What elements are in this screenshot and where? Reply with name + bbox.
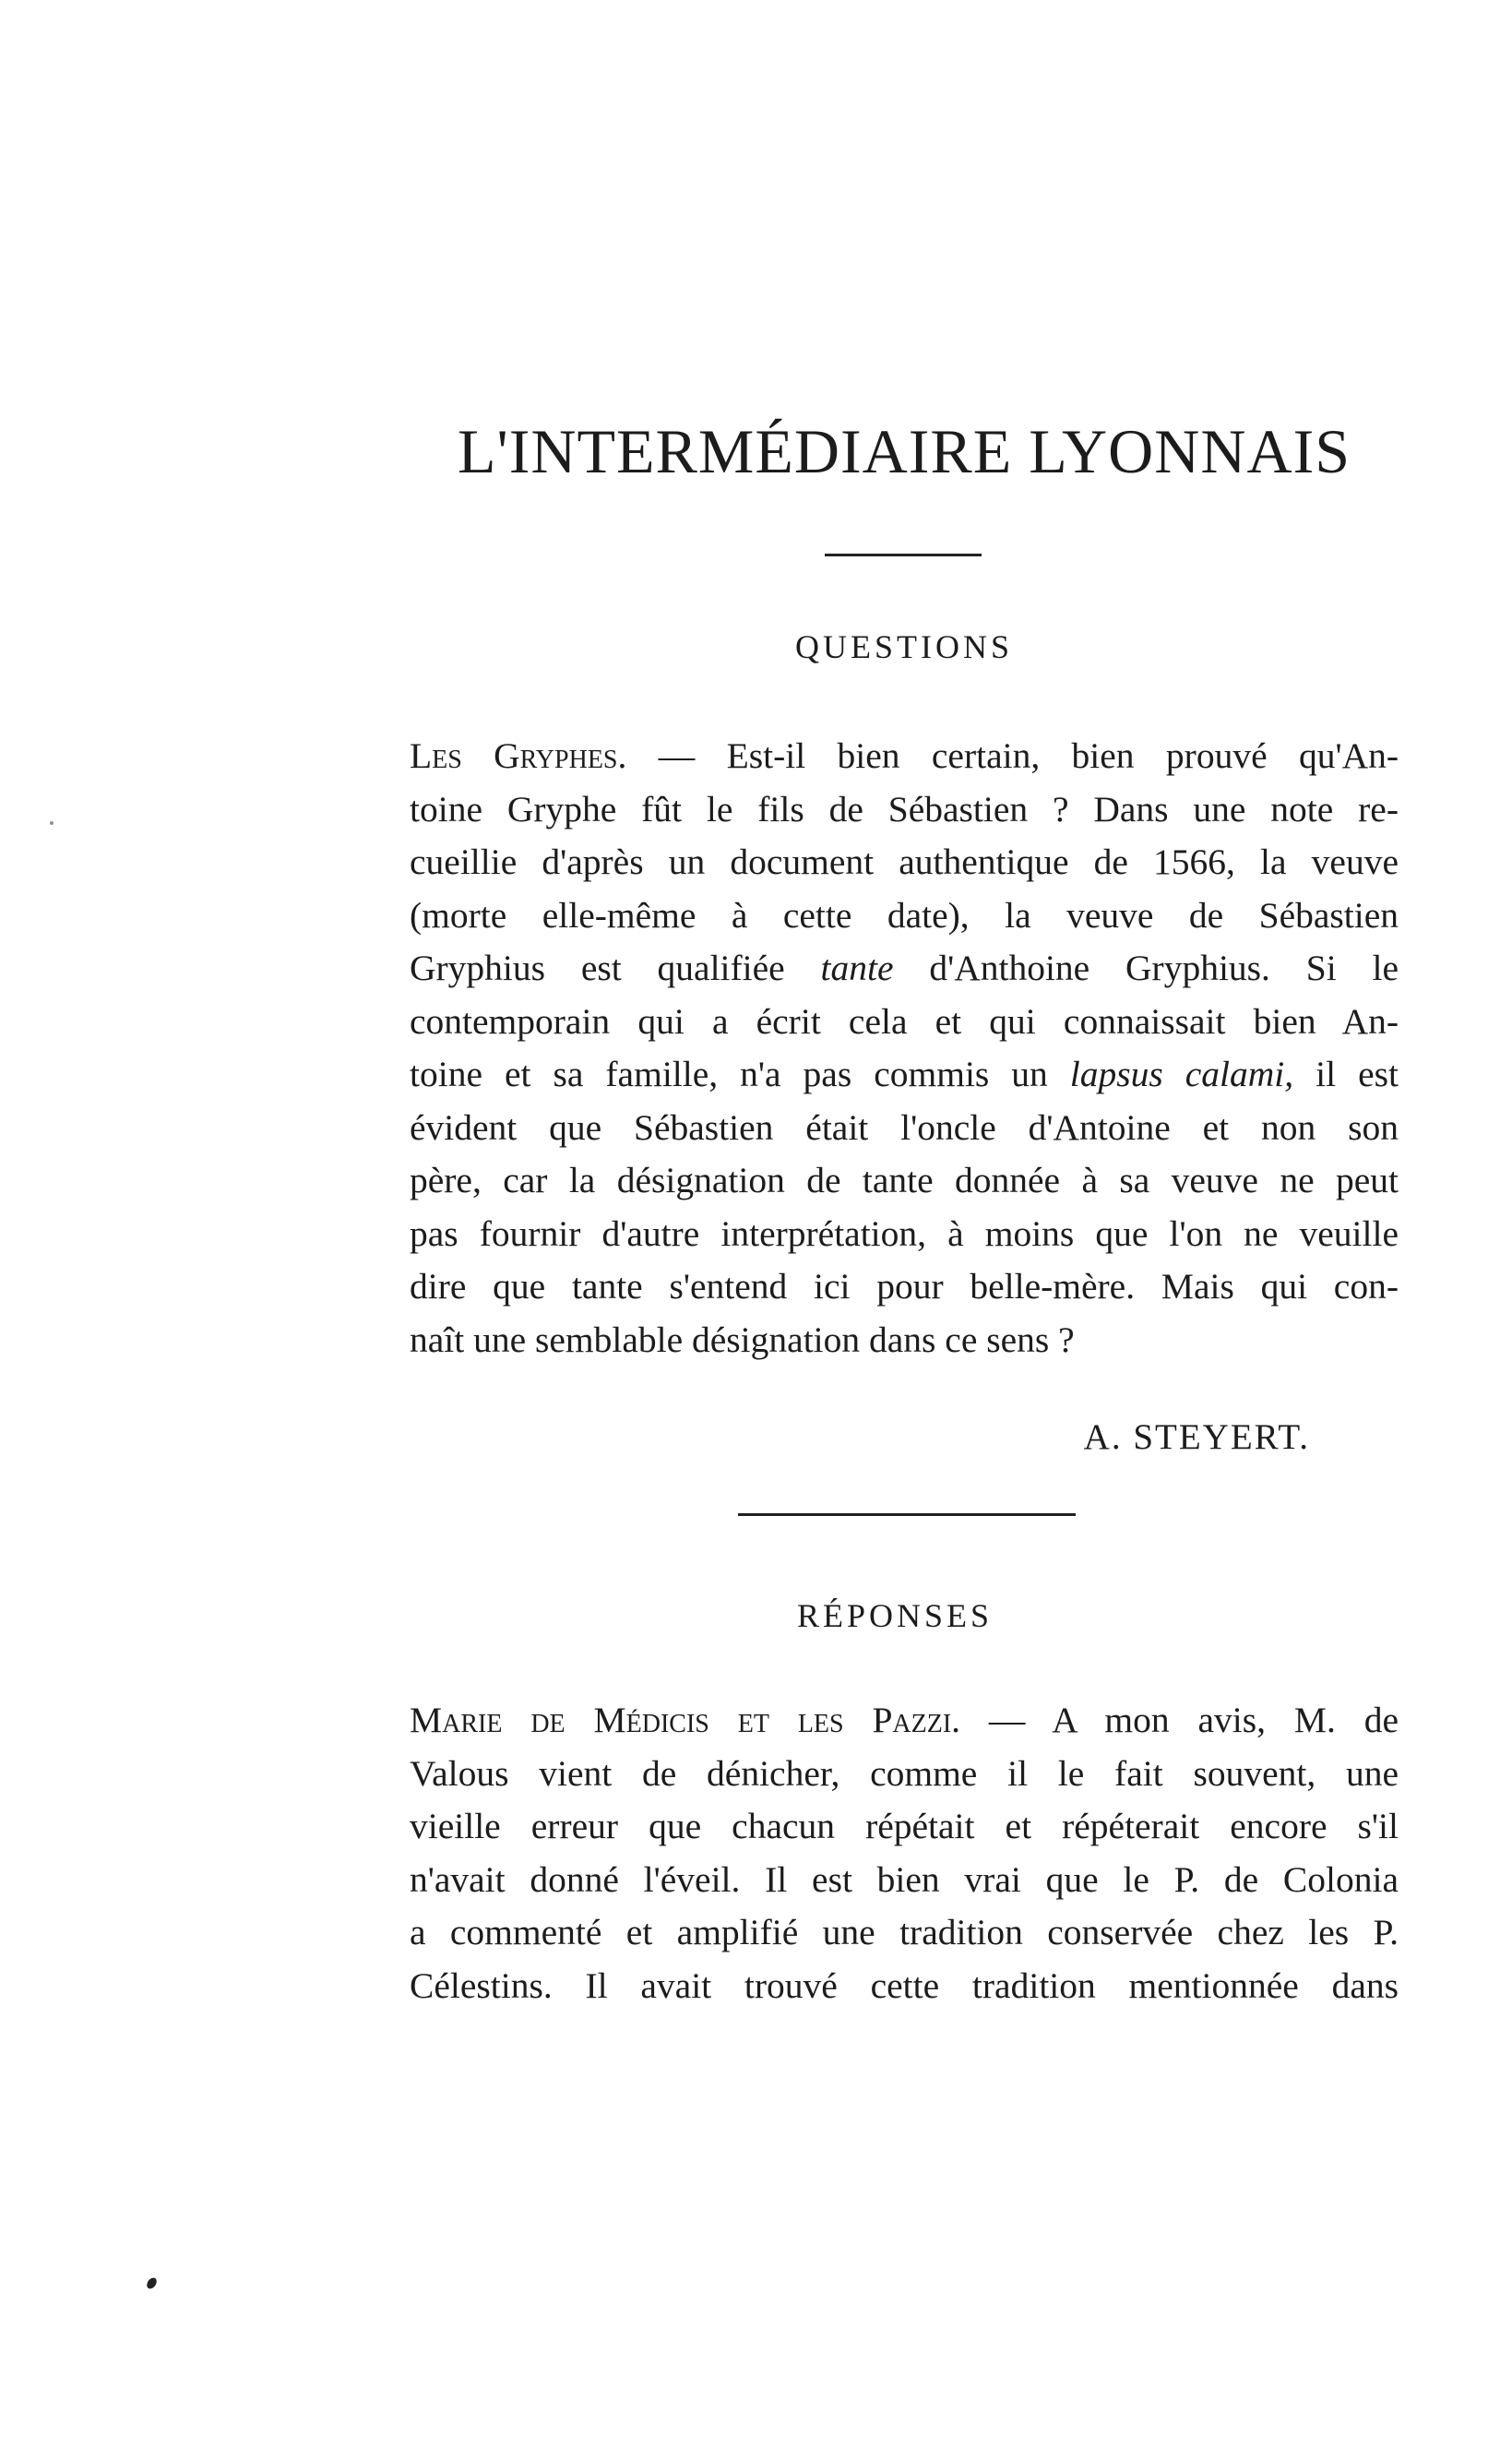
- text-line: a commenté et amplifié une tradition conservée chez les P.: [410, 1912, 1399, 1952]
- text-line: (morte elle-même à cette date), la veuve de Sébastien: [410, 894, 1399, 936]
- article-title: Les Gryphes.: [410, 735, 627, 776]
- text-line: cueillie d'après un document authentique de 1566, la veuve: [410, 842, 1399, 882]
- ink-speck: [145, 2276, 159, 2291]
- text-line: toine Gryphe fût le fils de Sébastien ? Dans une note re-: [410, 788, 1399, 830]
- text-line: Célestins. Il avait trouvé cette tradition mentionnée dans: [410, 1964, 1399, 2006]
- questions-paragraph: [410, 730, 1399, 1367]
- text-line: dire que tante s'entend ici pour belle-mère. Mais qui con-: [410, 1266, 1399, 1307]
- author-signature: A. STEYERT.: [1083, 1417, 1310, 1457]
- text-line: contemporain qui a écrit cela et qui connaissait bien An-: [410, 1000, 1399, 1042]
- text-line: Valous vient de dénicher, comme il le fait souvent, une: [410, 1752, 1399, 1794]
- page-title: L'INTERMÉDIAIRE LYONNAIS: [457, 416, 1351, 486]
- text-line: toine et sa famille, n'a pas commis un lapsus calami, il est: [410, 1054, 1399, 1094]
- reponses-paragraph: [410, 1694, 1399, 2012]
- italic-term: lapsus calami,: [1069, 1054, 1294, 1094]
- text-line: pas fournir d'autre interprétation, à moins que l'on ne veuille: [410, 1212, 1399, 1254]
- text-line: père, car la désignation de tante donnée à sa veuve ne peut: [410, 1160, 1399, 1200]
- text-line: Gryphius est qualifiée tante d'Anthoine Gryphius. Si le: [410, 948, 1399, 988]
- section-divider: [738, 1513, 1076, 1516]
- text-line: évident que Sébastien était l'oncle d'Antoine et non son: [410, 1106, 1399, 1148]
- text-line: n'avait donné l'éveil. Il est bien vrai que le P. de Colonia: [410, 1858, 1399, 1900]
- title-divider: [825, 554, 982, 556]
- text-line: Les Gryphes. — Est-il bien certain, bien prouvé qu'An-: [410, 735, 1399, 776]
- reponses-heading: RÉPONSES: [796, 1597, 994, 1634]
- text-line: Marie de Médicis et les Pazzi. — A mon avis, M. de: [410, 1700, 1399, 1740]
- questions-heading: QUESTIONS: [794, 628, 1013, 665]
- text-line: vieille erreur que chacun répétait et répéterait encore s'il: [410, 1806, 1399, 1846]
- text-line: naît une semblable désignation dans ce sens ?: [410, 1319, 1075, 1360]
- ink-speck: [50, 821, 54, 825]
- italic-term: tante: [820, 948, 894, 988]
- article-title: Marie de Médicis et les Pazzi.: [410, 1700, 961, 1740]
